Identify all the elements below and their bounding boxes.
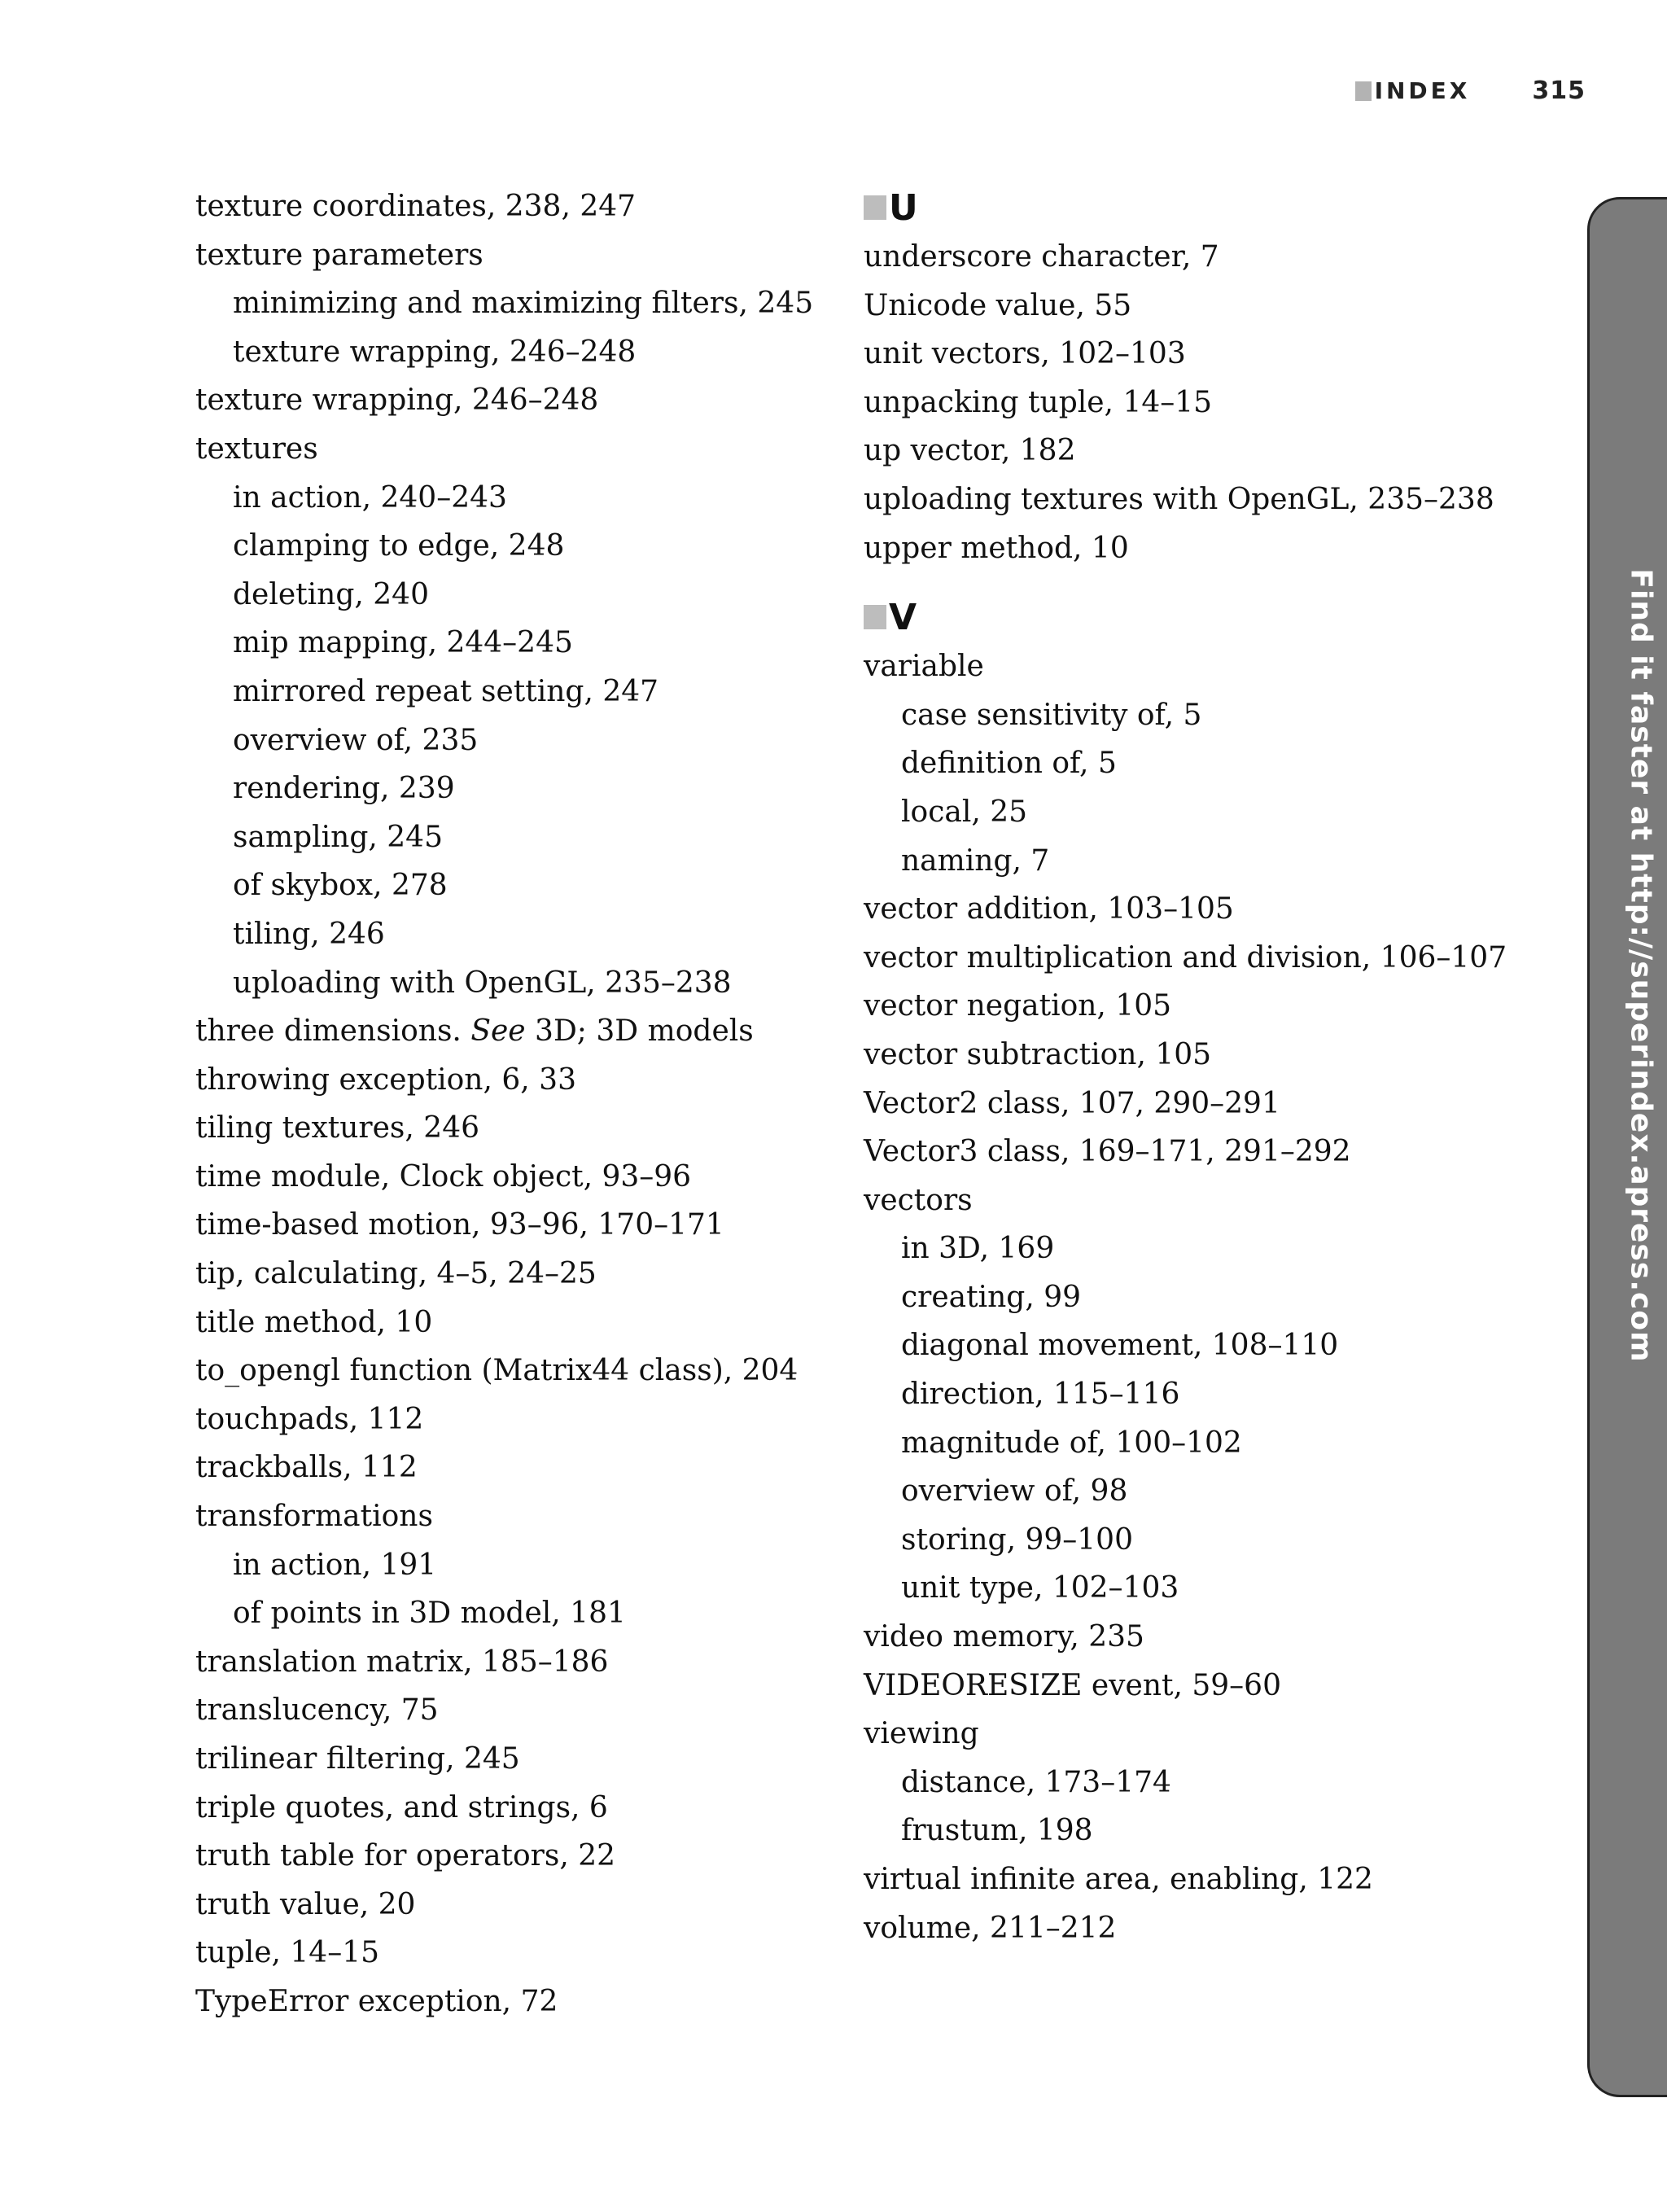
entry-text: truth table for operators, 22 xyxy=(195,1839,616,1873)
index-entry xyxy=(864,1662,1482,1710)
entry-text: rendering, 239 xyxy=(233,772,455,806)
index-entry xyxy=(864,885,1482,934)
entry-text: frustum, 198 xyxy=(901,1814,1093,1848)
entry-text: underscore character, 7 xyxy=(864,240,1219,274)
entry-text: storing, 99–100 xyxy=(901,1522,1133,1557)
index-entry xyxy=(864,1855,1482,1904)
entry-text: truth value, 20 xyxy=(195,1887,416,1921)
index-subentry xyxy=(864,739,1482,788)
index-subentry xyxy=(195,474,814,523)
entry-text: distance, 173–174 xyxy=(901,1765,1171,1799)
index-subentry xyxy=(195,813,814,862)
index-entry xyxy=(195,1492,814,1541)
entry-text: volume, 211–212 xyxy=(864,1911,1117,1945)
entry-text: three dimensions. xyxy=(195,1014,471,1049)
entry-text: magnitude of, 100–102 xyxy=(901,1426,1242,1460)
entry-text: definition of, 5 xyxy=(901,747,1117,781)
index-entry xyxy=(195,1395,814,1444)
index-subentry xyxy=(864,1807,1482,1855)
entry-text: unpacking tuple, 14–15 xyxy=(864,385,1213,419)
section-gap xyxy=(864,572,1482,592)
index-subentry xyxy=(864,1564,1482,1613)
entry-text: tuple, 14–15 xyxy=(195,1936,380,1970)
index-subentry xyxy=(864,1759,1482,1807)
index-entry xyxy=(864,524,1482,573)
entry-text: touchpads, 112 xyxy=(195,1402,424,1436)
index-column-left xyxy=(195,182,814,2026)
index-entry xyxy=(195,1250,814,1299)
see-reference: See xyxy=(470,1014,526,1049)
entry-text: title method, 10 xyxy=(195,1305,433,1339)
entry-text: tiling textures, 246 xyxy=(195,1111,479,1145)
entry-text: clamping to edge, 248 xyxy=(233,529,565,563)
entry-text: creating, 99 xyxy=(901,1280,1082,1314)
index-entry xyxy=(195,1347,814,1395)
entry-text: Unicode value, 55 xyxy=(864,288,1132,322)
entry-text: tiling, 246 xyxy=(233,917,385,951)
index-subentry xyxy=(864,1273,1482,1322)
entry-text: translucency, 75 xyxy=(195,1693,439,1728)
entry-text: of points in 3D model, 181 xyxy=(233,1597,626,1631)
section-heading xyxy=(864,182,1482,233)
index-entry xyxy=(195,1056,814,1105)
index-entry xyxy=(195,1784,814,1833)
running-head-title: INDEX xyxy=(1374,77,1471,104)
index-entry xyxy=(864,642,1482,691)
section-marker-icon xyxy=(1355,81,1372,101)
index-entry xyxy=(864,1031,1482,1080)
index-subentry xyxy=(864,1321,1482,1370)
entry-text: deleting, 240 xyxy=(233,577,429,611)
index-entry xyxy=(195,1832,814,1881)
index-entry xyxy=(195,231,814,280)
index-subentry xyxy=(195,328,814,377)
entry-text: vector multiplication and division, 106–107 xyxy=(864,940,1507,975)
index-entry xyxy=(864,1904,1482,1953)
entry-text: overview of, 235 xyxy=(233,723,479,757)
entry-text: triple quotes, and strings, 6 xyxy=(195,1790,608,1824)
index-entry xyxy=(195,1881,814,1929)
index-entry xyxy=(195,1638,814,1687)
entry-text: upper method, 10 xyxy=(864,531,1129,565)
index-entry xyxy=(864,1710,1482,1759)
entry-text: in action, 240–243 xyxy=(233,480,507,515)
entry-text: naming, 7 xyxy=(901,843,1050,878)
entry-text: tip, calculating, 4–5, 24–25 xyxy=(195,1257,597,1291)
index-entry xyxy=(195,1443,814,1492)
entry-text: Vector3 class, 169–171, 291–292 xyxy=(864,1135,1351,1169)
section-letter: U xyxy=(889,186,918,229)
index-subentry xyxy=(864,1467,1482,1516)
index-subentry xyxy=(195,668,814,716)
index-entry xyxy=(195,182,814,231)
index-entry xyxy=(195,376,814,425)
entry-text: uploading textures with OpenGL, 235–238 xyxy=(864,482,1494,516)
running-head xyxy=(1355,77,1586,105)
entry-text: texture wrapping, 246–248 xyxy=(233,335,637,369)
entry-text: overview of, 98 xyxy=(901,1474,1128,1509)
index-entry xyxy=(195,1299,814,1347)
section-marker-icon xyxy=(864,195,886,220)
index-subentry xyxy=(864,691,1482,740)
index-subentry xyxy=(195,764,814,813)
entry-text: unit vectors, 102–103 xyxy=(864,337,1186,371)
entry-text: mirrored repeat setting, 247 xyxy=(233,674,659,708)
index-entry xyxy=(864,282,1482,331)
index-subentry xyxy=(195,571,814,620)
entry-text: translation matrix, 185–186 xyxy=(195,1645,609,1679)
entry-text: of skybox, 278 xyxy=(233,869,448,903)
index-entry xyxy=(195,1735,814,1784)
index-entry xyxy=(195,1007,814,1056)
index-entry xyxy=(864,982,1482,1031)
section-letter: V xyxy=(889,596,917,638)
entry-text: texture wrapping, 246–248 xyxy=(195,383,599,418)
index-entry xyxy=(195,1929,814,1978)
index-subentry xyxy=(195,959,814,1008)
index-column-right xyxy=(864,182,1507,1952)
index-subentry xyxy=(195,1541,814,1590)
index-entry xyxy=(195,1201,814,1250)
index-entry xyxy=(195,1104,814,1153)
index-subentry xyxy=(195,716,814,765)
entry-text: unit type, 102–103 xyxy=(901,1571,1179,1605)
index-subentry xyxy=(864,1370,1482,1419)
index-subentry xyxy=(864,837,1482,886)
entry-text: in action, 191 xyxy=(233,1548,437,1582)
entry-text: VIDEORESIZE event, 59–60 xyxy=(864,1668,1281,1702)
index-entry xyxy=(864,1080,1482,1128)
entry-text: sampling, 245 xyxy=(233,820,443,854)
entry-text: textures xyxy=(195,431,318,466)
index-entry xyxy=(864,379,1482,427)
index-entry xyxy=(195,425,814,474)
entry-text: texture parameters xyxy=(195,238,483,272)
see-target: 3D; 3D models xyxy=(525,1014,754,1049)
entry-text: vector negation, 105 xyxy=(864,989,1172,1023)
section-marker-icon xyxy=(864,605,886,629)
index-subentry xyxy=(195,910,814,959)
index-subentry xyxy=(195,861,814,910)
entry-text: mip mapping, 244–245 xyxy=(233,626,573,660)
page-number: 315 xyxy=(1532,77,1586,105)
entry-text: trilinear filtering, 245 xyxy=(195,1742,520,1776)
entry-text: local, 25 xyxy=(901,795,1028,829)
entry-text: throwing exception, 6, 33 xyxy=(195,1062,576,1097)
index-subentry xyxy=(195,1589,814,1638)
entry-text: diagonal movement, 108–110 xyxy=(901,1329,1339,1363)
index-entry xyxy=(864,233,1482,282)
entry-text: time module, Clock object, 93–96 xyxy=(195,1159,692,1194)
entry-text: texture coordinates, 238, 247 xyxy=(195,190,637,223)
section-heading xyxy=(864,592,1482,642)
entry-text: trackballs, 112 xyxy=(195,1451,418,1485)
index-subentry xyxy=(864,1224,1482,1273)
index-entry xyxy=(864,330,1482,379)
entry-text: Vector2 class, 107, 290–291 xyxy=(864,1086,1280,1120)
index-entry xyxy=(864,1613,1482,1662)
entry-text: vectors xyxy=(864,1183,973,1217)
entry-text: TypeError exception, 72 xyxy=(195,1984,558,2018)
index-subentry xyxy=(864,1419,1482,1468)
entry-text: time-based motion, 93–96, 170–171 xyxy=(195,1208,724,1242)
entry-text: vector addition, 103–105 xyxy=(864,892,1234,926)
entry-text: case sensitivity of, 5 xyxy=(901,698,1202,732)
index-subentry xyxy=(195,522,814,571)
index-subentry xyxy=(864,788,1482,837)
entry-text: virtual infinite area, enabling, 122 xyxy=(864,1863,1373,1896)
entry-text: minimizing and maximizing filters, 245 xyxy=(233,287,814,321)
entry-text: in 3D, 169 xyxy=(901,1232,1055,1266)
index-subentry xyxy=(864,1516,1482,1565)
entry-text: up vector, 182 xyxy=(864,434,1076,468)
index-entry xyxy=(864,475,1494,524)
index-entry xyxy=(864,427,1482,475)
entry-text: direction, 115–116 xyxy=(901,1378,1180,1412)
entry-text: video memory, 235 xyxy=(864,1620,1144,1654)
index-entry xyxy=(864,1128,1482,1176)
entry-text: vector subtraction, 105 xyxy=(864,1037,1212,1071)
index-subentry xyxy=(195,279,814,328)
index-entry xyxy=(864,934,1507,983)
index-entry xyxy=(195,1153,814,1202)
entry-text: to_opengl function (Matrix44 class), 204 xyxy=(195,1354,798,1388)
index-subentry xyxy=(195,619,814,668)
entry-text: variable xyxy=(864,650,984,684)
side-tab-url: Find it faster at http://superindex.apress.com xyxy=(1624,568,1658,1363)
entry-text: viewing xyxy=(864,1717,979,1751)
entry-text: transformations xyxy=(195,1500,433,1534)
index-entry xyxy=(864,1176,1482,1225)
entry-text: uploading with OpenGL, 235–238 xyxy=(233,966,732,1000)
index-entry xyxy=(195,1686,814,1735)
index-entry xyxy=(195,1978,814,2026)
